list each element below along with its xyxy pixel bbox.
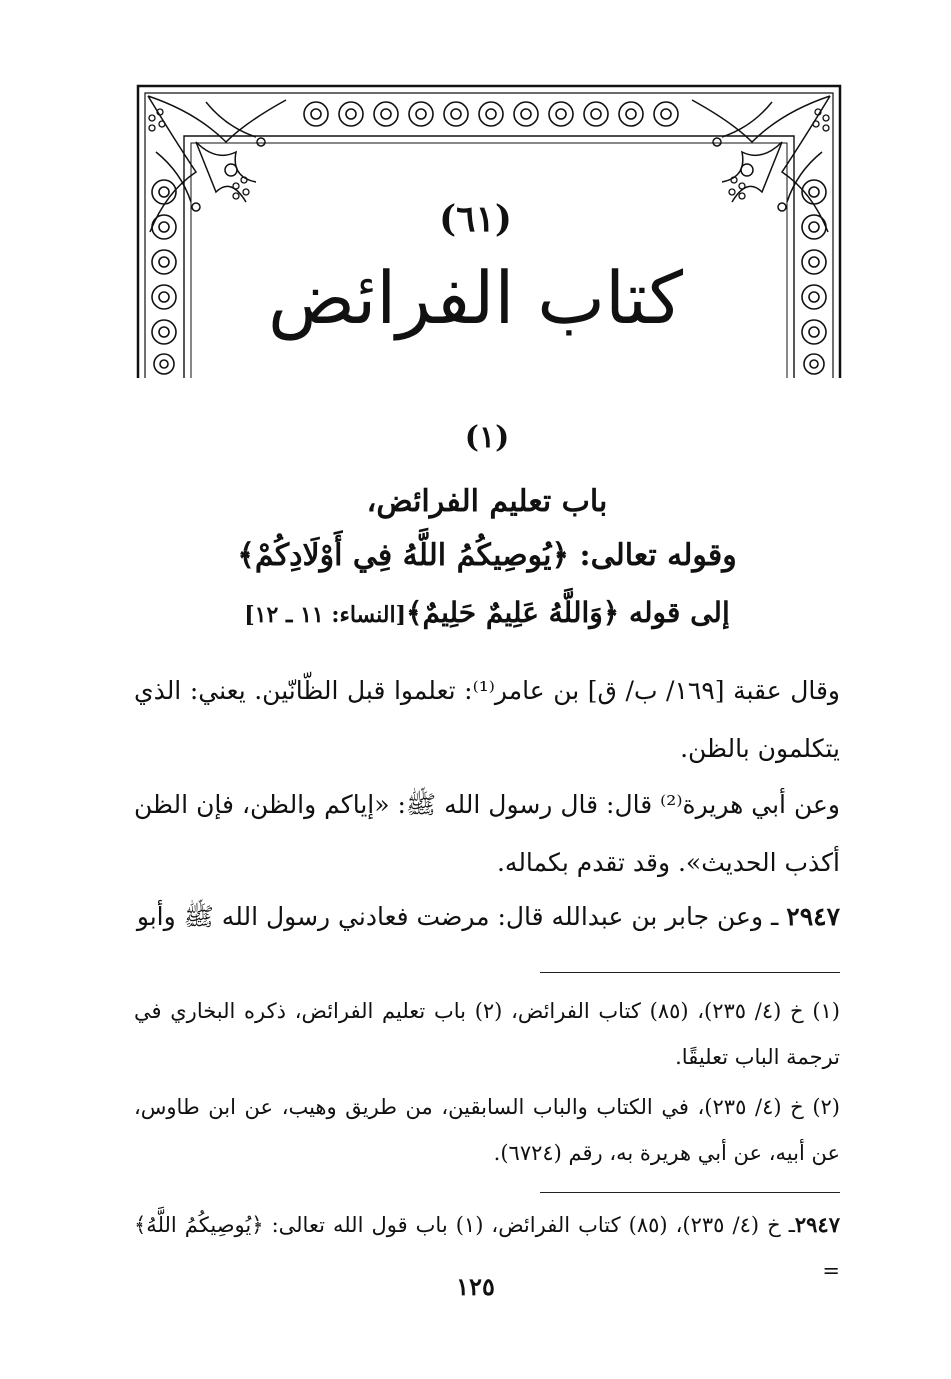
footnote-hadith-text: ـ خ (٤/ ٢٣٥)، (٨٥) كتاب الفرائض، (١) باب قول الله تعالى: ﴿يُوصِيكُمُ اللَّهُ﴾ = xyxy=(134,1213,840,1283)
verse-end-line xyxy=(134,596,840,629)
footnote-1: (١) خ (٤/ ٢٣٥)، (٨٥) كتاب الفرائض، (٢) باب تعليم الفرائض، ذكره البخاري في ترجمة الباب تعليقًا. xyxy=(134,999,840,1069)
hadith-text: ـ وعن جابر بن عبدالله قال: مرضت فعادني رسول الله ﷺ وأبو xyxy=(136,902,779,931)
verse-intro: وقوله تعالى: xyxy=(579,538,737,573)
verse-end-intro: إلى قوله xyxy=(628,596,730,629)
verse-end-text: ﴿وَاللَّهُ عَلِيمٌ حَلِيمٌ﴾ xyxy=(406,596,620,629)
footnote-divider xyxy=(540,972,840,973)
section-number: (١) xyxy=(464,420,510,455)
body-paragraph-2: وعن أبي هريرة⁽²⁾ قال: قال رسول الله ﷺ: «إياكم والظن، فإن الظن أكذب الحديث». وقد تقدم بكماله. xyxy=(134,790,840,877)
page-number: ١٢٥ xyxy=(456,1272,495,1301)
section-title: باب تعليم الفرائض، xyxy=(366,484,608,519)
chapter-number: (٦١) xyxy=(439,198,512,240)
verse-text: ﴿يُوصِيكُمُ اللَّهُ فِي أَوْلَادِكُمْ﴾ xyxy=(237,538,570,573)
body-paragraph-1: وقال عقبة [١٦٩/ ب/ ق] بن عامر⁽¹⁾: تعلموا قبل الظّانّين. يعني: الذي يتكلمون بالظن. xyxy=(134,676,841,763)
footnote-divider-2 xyxy=(540,1192,840,1193)
verse-reference: [النساء: ١١ ـ ١٢] xyxy=(244,602,407,628)
footnote-hadith-number: ٢٩٤٧ xyxy=(794,1212,840,1237)
footnote-2: (٢) خ (٤/ ٢٣٥)، في الكتاب والباب السابقين، من طريق وهيب، عن ابن طاوس، عن أبيه، عن أبي هريرة به، رقم (٦٧٢٤). xyxy=(134,1095,840,1165)
body-paragraph-3 xyxy=(134,888,884,946)
hadith-number: ٢٩٤٧ xyxy=(786,902,840,931)
book-title: كتاب الفرائض xyxy=(268,256,683,340)
verse-line xyxy=(134,538,840,573)
